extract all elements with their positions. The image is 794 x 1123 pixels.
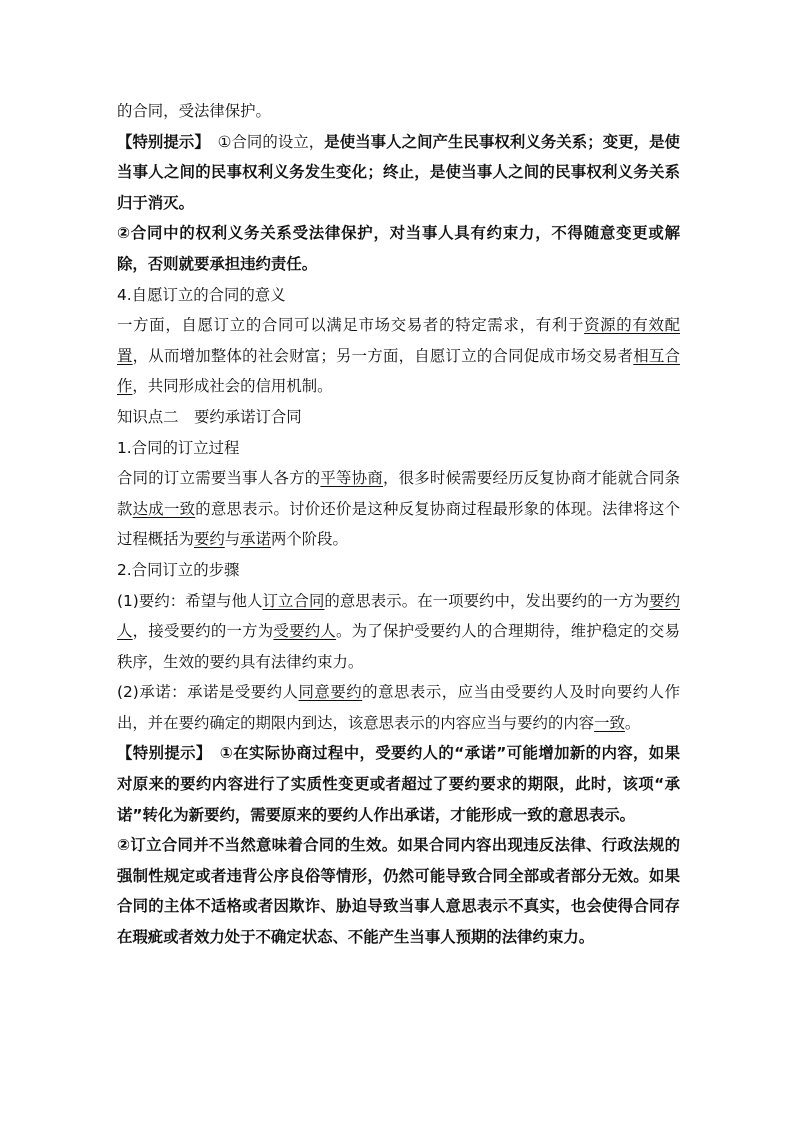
paragraph-acceptance: (2)承诺：承诺是受要约人同意要约的意思表示，应当由受要约人及时向要约人作出，并在要约确定的期限内到达，该意思表示的内容应当与要约的内容一致。 — [117, 683, 680, 732]
special-note-2: 【特别提示】 ①在实际协商过程中，受要约人的“承诺”可能增加新的内容，如果对原来的要约内容进行了实质性变更或者超过了要约要求的期限，此时，该项“承诺”转化为新要约，需要原来的要约人作出承诺，才能形成一致的意思表示。 — [117, 744, 680, 824]
blank-answer: 要约 — [193, 530, 225, 549]
blank-answer: 订立合同 — [262, 591, 325, 610]
paragraph-effectiveness: ②订立合同并不当然意味着合同的生效。如果合同内容出现违反法律、行政法规的强制性规定或者违背公序良俗等情形，仍然可能导致合同全部或者部分无效。如果合同的主体不适格或者因欺诈、胁迫导致当事人意思表示不真实，也会使得合同存在瑕疵或者效力处于不确定状态、不能产生当事人预期的法律约束力。 — [117, 836, 680, 947]
special-note-label: 【特别提示】 — [117, 132, 203, 151]
heading-4-significance: 4.自愿订立的合同的意义 — [117, 285, 286, 304]
heading-1-process: 1.合同的订立过程 — [117, 438, 240, 457]
paragraph-contract-protected: 的合同，受法律保护。 — [117, 102, 271, 120]
document-page — [117, 96, 680, 953]
blank-answer: 同意要约 — [298, 683, 363, 702]
blank-answer: 相互合作 — [117, 346, 680, 396]
blank-answer: 资源的有效配置 — [117, 316, 680, 365]
blank-answer: 受要约人 — [273, 622, 337, 641]
paragraph-significance: 一方面，自愿订立的合同可以满足市场交易者的特定需求，有利于资源的有效配置，从而增加整体的社会财富；另一方面，自愿订立的合同促成市场交易者相互合作，共同形成社会的信用机制。 — [117, 316, 680, 396]
blank-answer: 达成一致 — [132, 499, 196, 518]
blank-answer: 要约人 — [117, 591, 680, 641]
blank-answer: 一致 — [594, 713, 625, 732]
paragraph-offer: (1)要约：希望与他人订立合同的意思表示。在一项要约中，发出要约的一方为要约人，接受要约的一方为受要约人。为了保护受要约人的合理期待，维护稳定的交易秩序，生效的要约具有法律约束力。 — [117, 591, 680, 671]
paragraph-process: 合同的订立需要当事人各方的平等协商，很多时候需要经历反复协商才能就合同条款达成一致的意思表示。讨价还价是这种反复协商过程最形象的体现。法律将这个过程概括为要约与承诺两个阶段。 — [117, 469, 680, 549]
section-heading-knowledge-point-2: 知识点二 要约承诺订合同 — [117, 407, 302, 426]
blank-answer: 平等协商 — [320, 469, 383, 488]
paragraph-rights-obligations: ②合同中的权利义务关系受法律保护，对当事人具有约束力，不得随意变更或解除，否则就要承担违约责任。 — [117, 224, 680, 273]
special-note-1: 【特别提示】 ①合同的设立，是使当事人之间产生民事权利义务关系；变更，是使当事人之间的民事权利义务发生变化；终止，是使当事人之间的民事权利义务关系归于消灭。 — [117, 132, 680, 212]
blank-answer: 承诺 — [240, 530, 271, 549]
special-note-label: 【特别提示】 — [117, 744, 204, 763]
heading-2-steps: 2.合同订立的步骤 — [117, 560, 240, 579]
